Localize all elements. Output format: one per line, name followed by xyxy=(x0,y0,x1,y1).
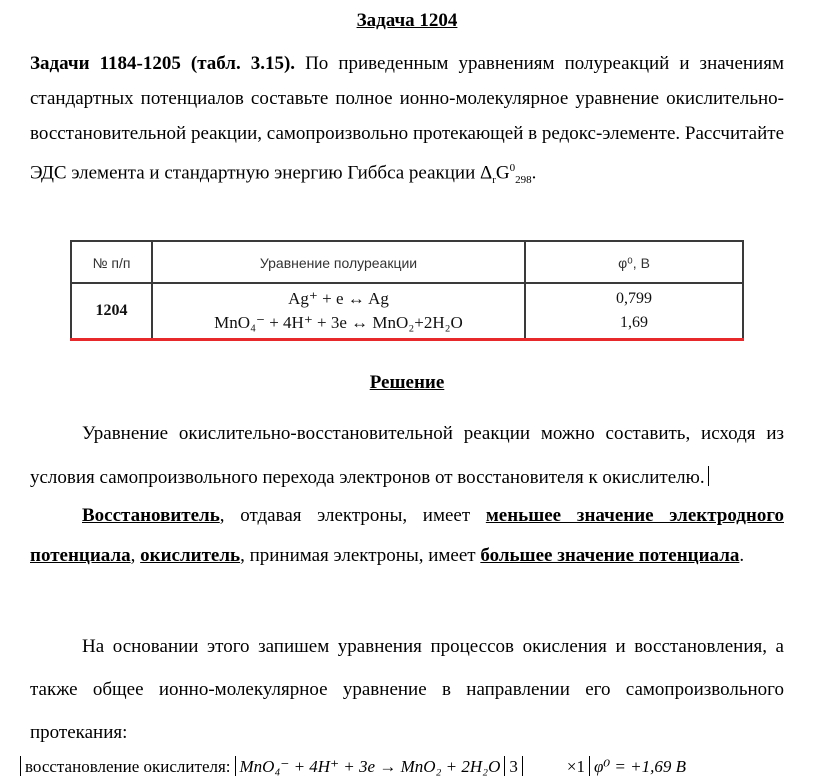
paragraph-2 xyxy=(30,496,784,576)
subscript-r: r xyxy=(492,174,496,187)
header-half-reaction: Уравнение полуреакции xyxy=(259,255,418,271)
paragraph-1 xyxy=(30,412,784,500)
half-reaction-1: Ag⁺ + e ↔ Ag xyxy=(288,289,389,308)
text-cursor xyxy=(708,466,709,486)
problem-range-label: Задачи 1184-1205 (табл. 3.15). xyxy=(30,53,296,74)
statement-end: . xyxy=(531,162,537,184)
multiplier: ×1 xyxy=(566,757,585,776)
paragraph-2-text: , отдавая электроны, имеет xyxy=(219,505,486,526)
cell-border xyxy=(504,756,505,776)
superscript-0: 0 xyxy=(509,162,516,174)
solution-heading: Решение xyxy=(369,372,445,393)
paragraph-1-text: Уравнение окислительно-восстановительной реакции можно составить, исходя из условия самопроизвольного перехода электронов от восстановителя к окислителю. xyxy=(30,423,784,488)
table-divider xyxy=(72,282,742,284)
reduction-potential: φ⁰ = +1,69 В xyxy=(593,757,687,776)
cell-border xyxy=(522,756,523,776)
gibbs-g: G xyxy=(495,162,510,184)
header-potential: φ⁰, В xyxy=(618,255,650,271)
electron-count: 3 xyxy=(509,757,518,776)
cell-border xyxy=(235,756,236,776)
term-lower-potential: меньшее значение электродного потенциала xyxy=(30,505,784,566)
term-oxidizer: окислитель xyxy=(140,545,241,566)
delta-symbol: Δ xyxy=(480,162,493,184)
cell-border xyxy=(20,756,21,776)
paragraph-2-text: , xyxy=(130,545,141,566)
reduction-label: восстановление окислителя: xyxy=(25,757,231,776)
potential-1: 0,799 xyxy=(616,290,652,307)
paragraph-2-text: . xyxy=(739,545,745,566)
cell-border xyxy=(589,756,590,776)
table-row-number: 1204 xyxy=(95,302,128,319)
problem-text: По приведенным уравнениям полуреакций и значениям стандартных потенциалов составьте полное ионно-молекулярное уравнение окислительно-восстановительной реакции, самопроизвольно протекающей в редокс-элементе. Рассчитайте ЭДС элемента и стандартную энергию Гиббса реакции xyxy=(30,53,784,184)
potential-2: 1,69 xyxy=(620,314,648,331)
half-reactions-table xyxy=(70,240,744,340)
paragraph-2-text: , принимая электроны, имеет xyxy=(240,545,481,566)
paragraph-3: На основании этого запишем уравнения процессов окисления и восстановления, а также общее ионно-молекулярное уравнение в направлении его самопроизвольного протекания: xyxy=(30,636,784,743)
subscript-298: 298 xyxy=(515,174,532,187)
term-higher-potential: большее значение потенциала xyxy=(480,545,740,566)
header-number: № п/п xyxy=(92,255,131,271)
reduction-equation: MnO₄⁻ + 4H⁺ + 3e → MnO₂ + 2H₂O xyxy=(239,757,501,776)
problem-title: Задача 1204 xyxy=(356,10,458,31)
table-bottom-accent xyxy=(70,338,744,341)
term-reducer: Восстановитель xyxy=(82,505,220,526)
problem-statement xyxy=(30,46,784,198)
half-reaction-2: MnO₄⁻ + 4H⁺ + 3e ↔ MnO₂+2H₂O xyxy=(214,313,463,332)
